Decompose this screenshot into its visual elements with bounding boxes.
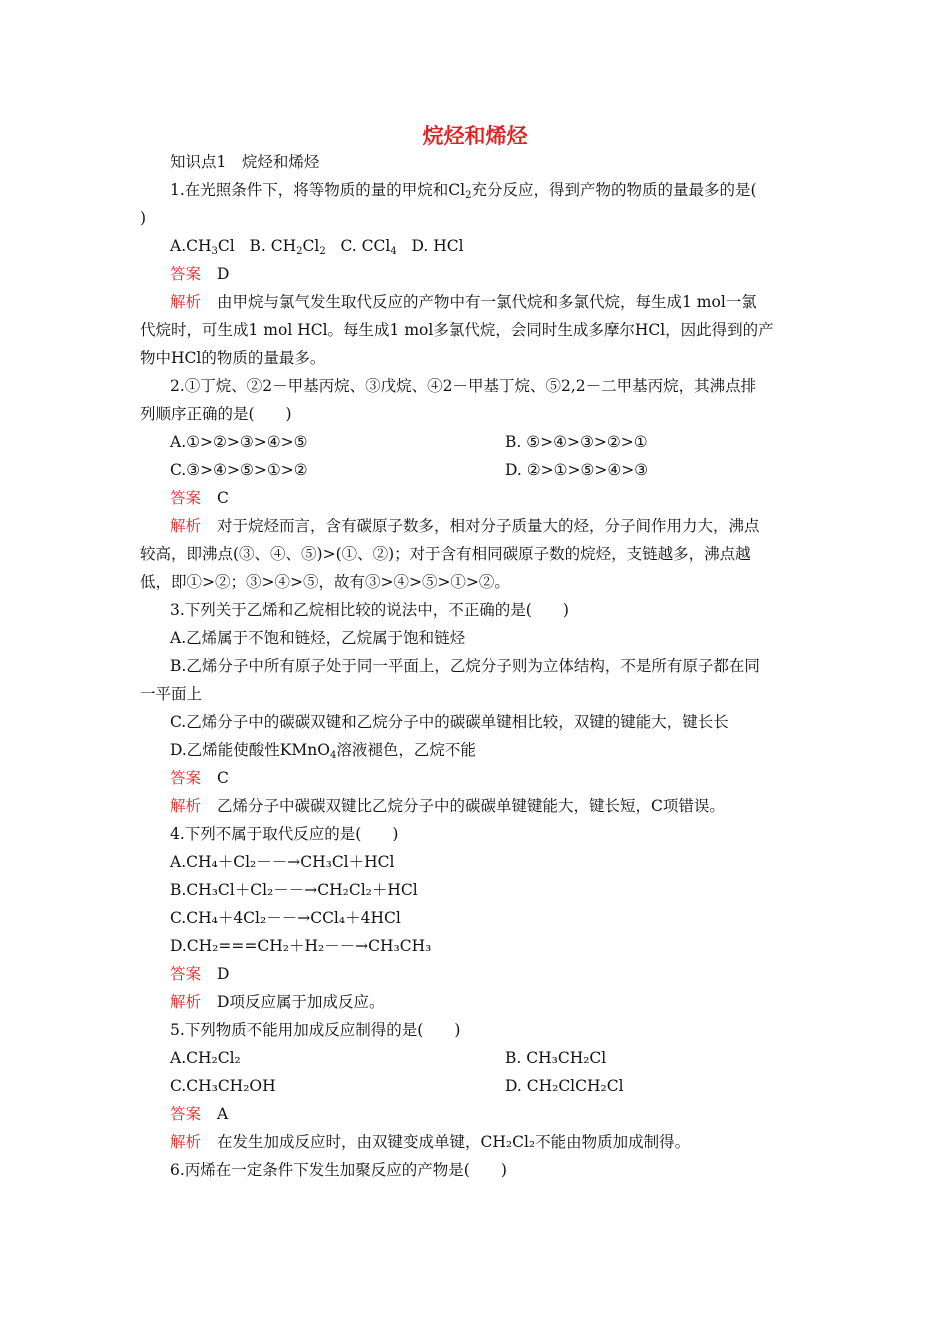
q2-answer: 答案 C xyxy=(170,489,229,507)
q3-option-a: A.乙烯属于不饱和链烃，乙烷属于饱和链烃 xyxy=(170,629,466,647)
q3-option-b-cont: 一平面上 xyxy=(140,685,203,703)
section-heading: 知识点1 烷烃和烯烃 xyxy=(170,153,320,171)
q2-stem: 2.①丁烷、②2－甲基丙烷、③戊烷、④2－甲基丁烷、⑤2,2－二甲基丙烷，其沸点排 xyxy=(170,377,757,395)
q5-option-b: B. CH₃CH₂Cl xyxy=(505,1049,607,1067)
analysis-label: 解析 xyxy=(170,293,202,311)
q1-stem-cont: ) xyxy=(140,209,147,227)
q2-analysis: 解析 对于烷烃而言，含有碳原子数多，相对分子质量大的烃，分子间作用力大，沸点 xyxy=(170,517,760,535)
q5-option-d: D. CH₂ClCH₂Cl xyxy=(505,1077,624,1095)
q5-option-a: A.CH₂Cl₂ xyxy=(170,1049,241,1067)
analysis-label: 解析 xyxy=(170,797,202,815)
q3-answer: 答案 C xyxy=(170,769,229,787)
q3-option-d: D.乙烯能使酸性KMnO$_4$溶液褪色，乙烷不能 xyxy=(170,741,476,761)
analysis-label: 解析 xyxy=(170,1133,202,1151)
q3-stem: 3.下列关于乙烯和乙烷相比较的说法中，不正确的是( ) xyxy=(170,601,569,619)
q4-analysis: 解析 D项反应属于加成反应。 xyxy=(170,993,385,1011)
q4-option-d: D.CH₂===CH₂＋H₂－－→CH₃CH₃ xyxy=(170,937,432,955)
q5-option-c: C.CH₃CH₂OH xyxy=(170,1077,276,1095)
answer-label: 答案 xyxy=(170,1105,202,1123)
page-title: 烷烃和烯烃 xyxy=(422,124,528,148)
q1-answer: 答案 D xyxy=(170,265,230,283)
analysis-label: 解析 xyxy=(170,517,202,535)
q5-stem: 5.下列物质不能用加成反应制得的是( ) xyxy=(170,1021,461,1039)
q5-answer: 答案 A xyxy=(170,1105,229,1123)
q2-option-d: D. ②>①>⑤>④>③ xyxy=(505,461,649,479)
answer-label: 答案 xyxy=(170,769,202,787)
q2-analysis-line2: 较高，即沸点(③、④、⑤)>(①、②)；对于含有相同碳原子数的烷烃，支链越多，沸点越 xyxy=(140,545,751,563)
q4-option-b: B.CH₃Cl＋Cl₂－－→CH₂Cl₂＋HCl xyxy=(170,881,418,899)
q2-option-a: A.①>②>③>④>⑤ xyxy=(170,433,308,451)
answer-label: 答案 xyxy=(170,489,202,507)
q4-option-c: C.CH₄＋4Cl₂－－→CCl₄＋4HCl xyxy=(170,909,401,927)
analysis-label: 解析 xyxy=(170,993,202,1011)
q4-option-a: A.CH₄＋Cl₂－－→CH₃Cl＋HCl xyxy=(170,853,395,871)
q1-options: $A.CH_3Cl$ B. $CH_2Cl_2$ C. CCl$_4$ D. HCl xyxy=(170,237,464,257)
q3-analysis: 解析 乙烯分子中碳碳双键比乙烷分子中的碳碳单键键能大，键长短，C项错误。 xyxy=(170,797,725,815)
answer-label: 答案 xyxy=(170,965,202,983)
q2-option-b: B. ⑤>④>③>②>① xyxy=(505,433,648,451)
q1-analysis: 解析 由甲烷与氯气发生取代反应的产物中有一氯代烷和多氯代烷，每生成1 mol一氯 xyxy=(170,293,757,311)
q3-option-b: B.乙烯分子中所有原子处于同一平面上，乙烷分子则为立体结构，不是所有原子都在同 xyxy=(170,657,760,675)
q3-option-c: C.乙烯分子中的碳碳双键和乙烷分子中的碳碳单键相比较，双键的键能大，键长长 xyxy=(170,713,729,731)
q4-answer: 答案 D xyxy=(170,965,230,983)
q2-option-c: C.③>④>⑤>①>② xyxy=(170,461,308,479)
q1-stem: 1.在光照条件下，将等物质的量的甲烷和$Cl_2$充分反应，得到产物的物质的量最多的是( xyxy=(170,181,757,201)
q2-analysis-line3: 低，即①>②；③>④>⑤，故有③>④>⑤>①>②。 xyxy=(140,573,510,591)
answer-label: 答案 xyxy=(170,265,202,283)
q6-stem: 6.丙烯在一定条件下发生加聚反应的产物是( ) xyxy=(170,1161,507,1179)
q5-analysis: 解析 在发生加成反应时，由双键变成单键，CH₂Cl₂不能由物质加成制得。 xyxy=(170,1133,691,1151)
q4-stem: 4.下列不属于取代反应的是( ) xyxy=(170,825,399,843)
q2-stem-cont: 列顺序正确的是( ) xyxy=(140,405,292,423)
q1-analysis-line2: 代烷时，可生成1 mol HCl。每生成1 mol多氯代烷，会同时生成多摩尔HCl，因此得到的产 xyxy=(140,321,774,339)
q1-analysis-line3: 物中HCl的物质的量最多。 xyxy=(140,349,326,367)
